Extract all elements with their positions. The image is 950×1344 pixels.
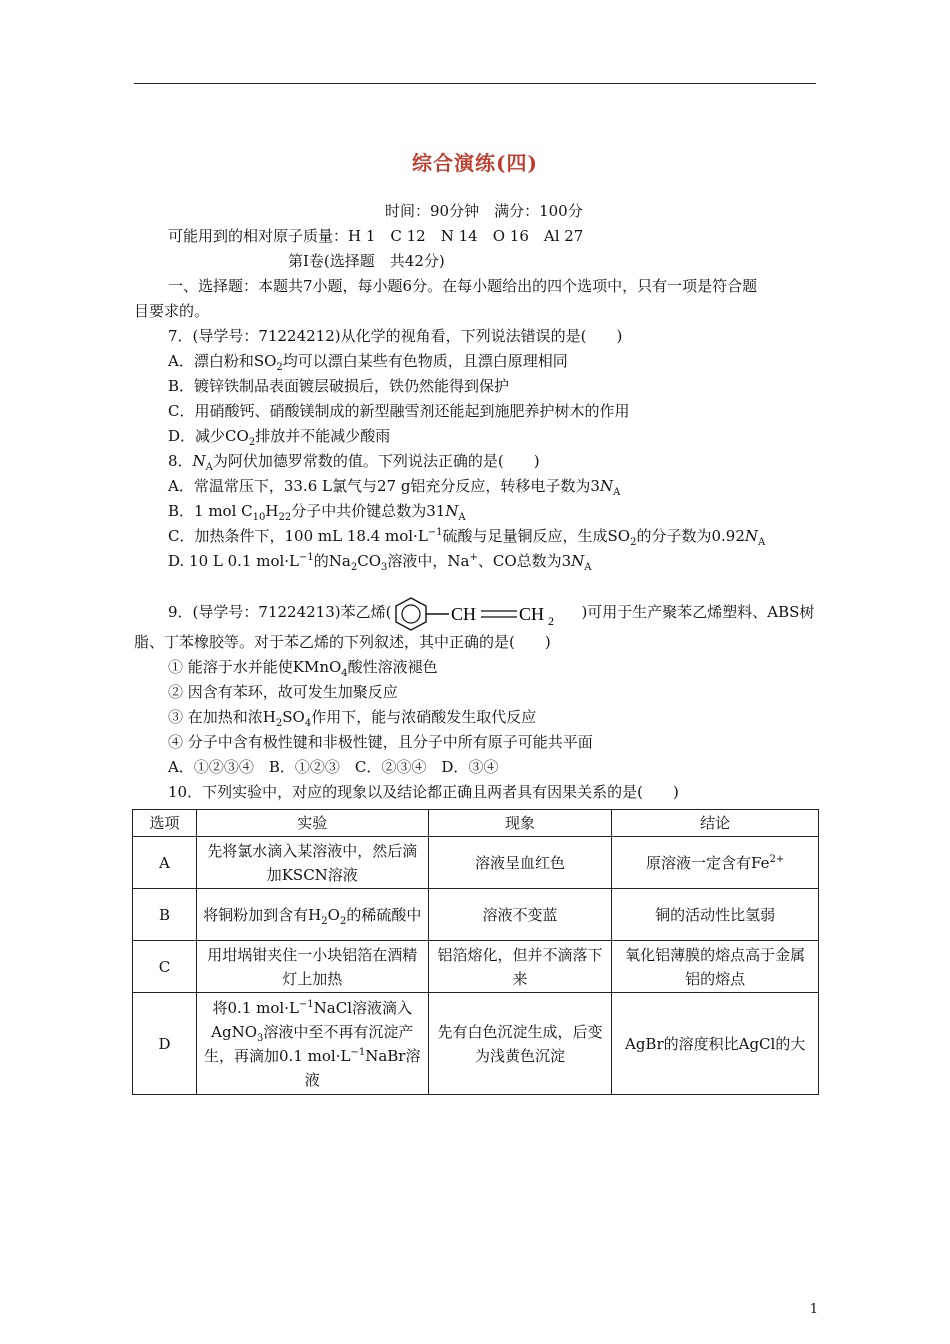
table-row [133,993,819,1095]
row-c-option: C [133,941,197,993]
table-row [133,941,819,993]
q8-stem: 8．$N_A$为阿伏加德罗常数的值。下列说法正确的是( ) [168,452,540,473]
header-experiment: 实验 [196,810,428,837]
row-d-option: D [133,993,197,1095]
q10-stem: 10．下列实验中，对应的现象以及结论都正确且两者具有因果关系的是( ) [168,783,679,801]
q7-option-d: D．减少$CO_2$排放并不能减少酸雨 [168,427,391,448]
q9-stem-cont: 脂、丁苯橡胶等。对于苯乙烯的下列叙述，其中正确的是( ) [134,633,551,651]
row-b-option: B [133,889,197,941]
row-a-option: A [133,837,197,889]
q8-option-d: D. 10 L 0.1 $mol\cdot L^{-1}$的$Na_2CO_3$溶液中，Na+、CO总数为$3N_A$ [168,552,592,573]
row-c-phenomenon: 铝箔熔化，但并不滴落下来 [428,941,612,993]
section-intro: 一、选择题：本题共7小题，每小题6分。在每小题给出的四个选项中，只有一项是符合题 [168,277,758,295]
header-option: 选项 [133,810,197,837]
q8-option-b: B．1 mol $C_{10}H_{22}$分子中共价键总数为$31N_A$ [168,502,466,523]
formula-ch2: CH [519,604,545,624]
row-c-conclusion: 氧化铝薄膜的熔点高于金属铝的熔点 [612,941,819,993]
exam-time-score: 时间：90分钟 满分：100分 [385,202,583,220]
row-b-experiment: 将铜粉加到含有$H_2O_2$的稀硫酸中 [196,889,428,941]
row-d-conclusion: AgBr的溶度积比AgCl的大 [612,993,819,1095]
q9-statement-2: ② 因含有苯环，故可发生加聚反应 [168,683,398,701]
row-a-conclusion: 原溶液一定含有$Fe^{2+}$ [612,837,819,889]
header-rule [134,83,816,84]
page-number: 1 [809,1302,818,1317]
q7-option-a: A．漂白粉和$SO_2$均可以漂白某些有色物质，且漂白原理相同 [168,352,568,373]
q9-stem: 9．(导学号：71224213)苯乙烯( CH CH 2 )可用于生产聚苯乙烯塑料、ABS树 [168,591,814,634]
row-a-experiment: 先将氯水滴入某溶液中，然后滴加KSCN溶液 [196,837,428,889]
table-row [133,889,819,941]
q8-option-a: A．常温常压下，33.6 L氯气与27 g铝充分反应，转移电子数为$3N_A$ [168,477,621,498]
header-conclusion: 结论 [612,810,819,837]
row-d-experiment: 将0.1 $mol\cdot L^{-1}NaCl$溶液滴入AgNO$_3$溶液中至不再有沉淀产生，再滴加0.1 $mol\cdot L^{-1}NaBr$溶液 [196,993,428,1095]
row-d-phenomenon: 先有白色沉淀生成，后变为浅黄色沉淀 [428,993,612,1095]
table-row [133,837,819,889]
q7-option-b: B．镀锌铁制品表面镀层破损后，铁仍然能得到保护 [168,377,510,395]
row-b-conclusion: 铜的活动性比氢弱 [612,889,819,941]
row-a-phenomenon: 溶液呈血红色 [428,837,612,889]
q7-option-c: C．用硝酸钙、硝酸镁制成的新型融雪剂还能起到施肥养护树木的作用 [168,402,630,420]
row-c-experiment: 用坩埚钳夹住一小块铝箔在酒精灯上加热 [196,941,428,993]
q9-options: A．①②③④ B．①②③ C．②③④ D．③④ [168,758,499,776]
formula-ch2-sub: 2 [548,614,555,628]
q8-option-c: C．加热条件下，100 mL 18.4 $mol\cdot L^{-1}$硫酸与足量铜反应，生成$SO_2$的分子数为$0.92N_A$ [168,527,766,548]
q9-statement-4: ④ 分子中含有极性键和非极性键，且分子中所有原子可能共平面 [168,733,593,751]
header-phenomenon: 现象 [428,810,612,837]
styrene-structure [391,592,581,634]
section-intro-cont: 目要求的。 [134,302,210,320]
table-header-row [133,810,819,837]
q9-statement-3: ③ 在加热和浓$H_2SO_4$作用下，能与浓硝酸发生取代反应 [168,708,537,729]
page-title: 综合演练(四) [412,151,538,175]
atomic-masses: 可能用到的相对原子质量：H 1 C 12 N 14 O 16 Al 27 [168,227,584,245]
formula-ch: CH [451,604,477,624]
q7-stem: 7．(导学号：71224212)从化学的视角看，下列说法错误的是( ) [168,327,623,345]
row-b-phenomenon: 溶液不变蓝 [428,889,612,941]
volume-heading: 第Ⅰ卷(选择题 共42分) [288,252,445,270]
q9-statement-1: ① 能溶于水并能使KMnO$_4$酸性溶液褪色 [168,658,438,679]
q10-table [132,809,819,1095]
